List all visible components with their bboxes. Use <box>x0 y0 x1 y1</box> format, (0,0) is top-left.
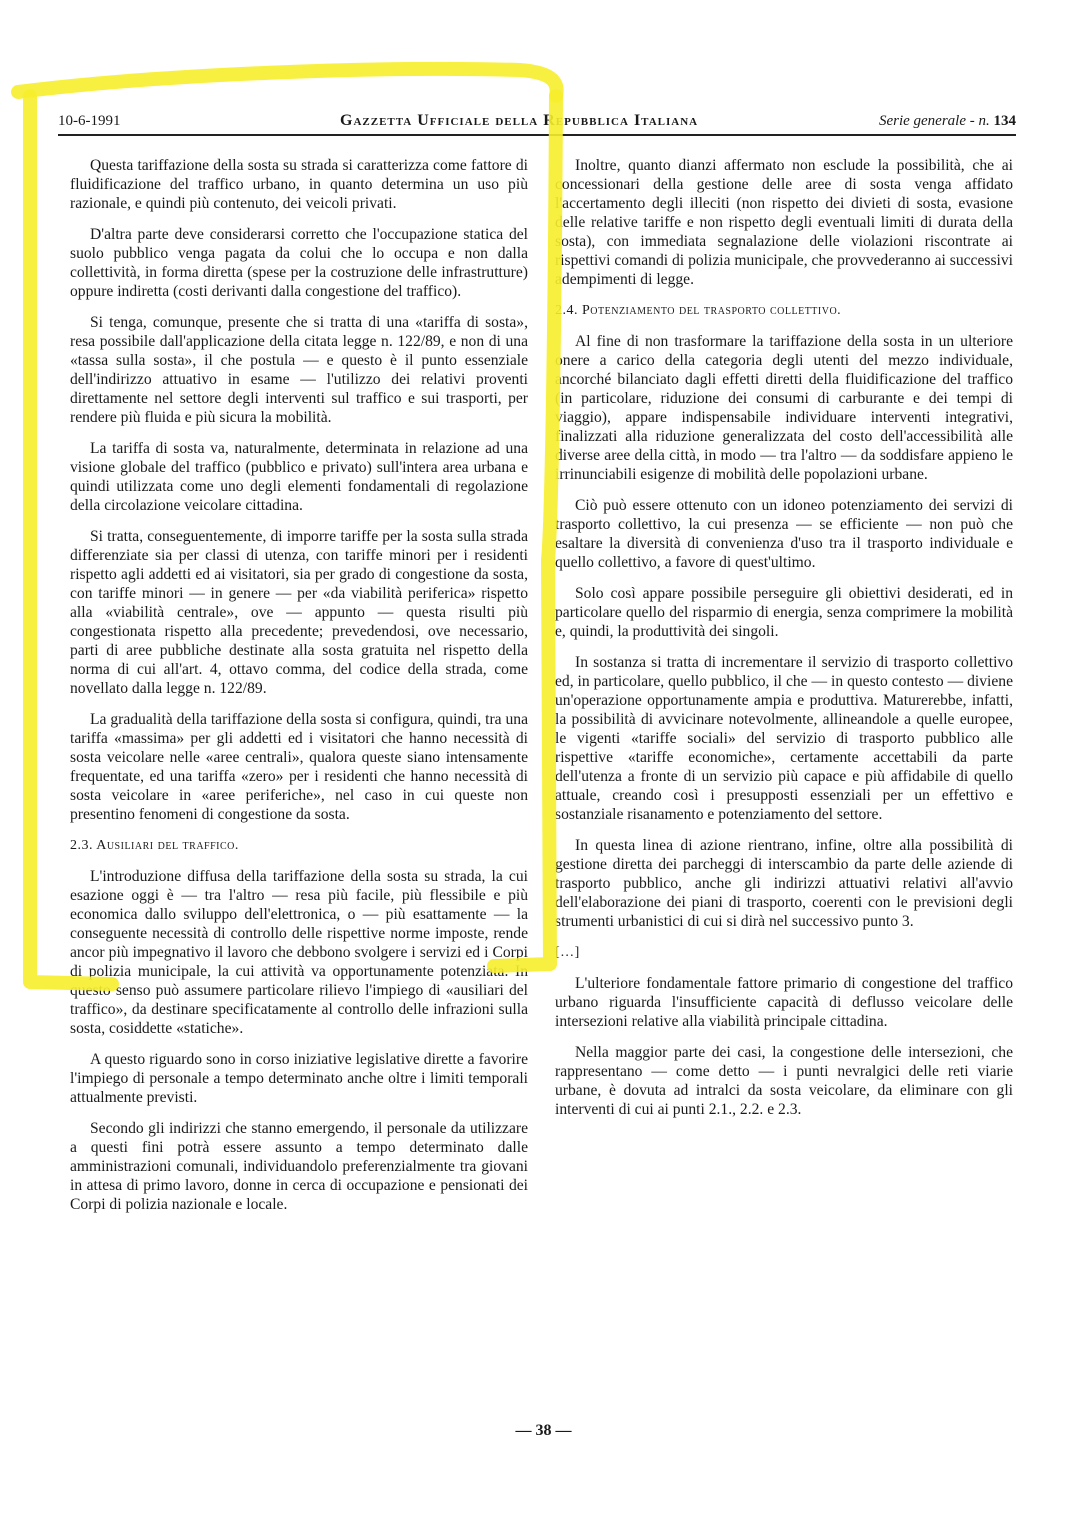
paragraph: Secondo gli indirizzi che stanno emergendo, il personale da utilizzare a questi fini potrà essere assunto a tempo determinato dalle amministrazioni comunali, individuandolo preferenzialmente tra giovani in attesa di primo lavoro, donne in cerca di occupazione e pensionati dei Corpi di polizia nazionale e locale. <box>70 1120 528 1213</box>
paragraph: Questa tariffazione della sosta su strada si caratterizza come fattore di fluidificazione del traffico urbano, in quanto determina un uso più razionale, e quindi più contenuto, dei veicoli privati. <box>70 157 528 212</box>
paragraph: D'altra parte deve considerarsi corretto che l'occupazione statica del suolo pubblico venga pagata da colui che lo occupa e non dalla collettività, in forma diretta (spese per la costruzione delle infrastrutture) oppure indiretta (costi derivanti dalla congestione del traffico). <box>70 226 528 300</box>
left-column <box>70 156 528 1226</box>
paragraph: Nella maggior parte dei casi, la congestione delle intersezioni, che rappresentano — come detto — i punti nevralgici delle reti viarie urbane, è dovuta ad intralci da sosta veicolare, da eliminare con gli interventi di cui ai punti 2.1., 2.2. e 2.3. <box>555 1044 1013 1118</box>
paragraph: In questa linea di azione rientrano, infine, oltre alla possibilità di gestione diretta dei parcheggi di interscambio da parte delle aziende di trasporto pubblico, anche gli indirizzi attuativi relativi all'avvio dell'elaborazione dei piani di trasporto, coerenti con le previsioni degli strumenti urbanistici di cui si dirà nel successivo punto 3. <box>555 837 1013 930</box>
paragraph: In sostanza si tratta di incrementare il servizio di trasporto collettivo ed, in particolare, quello pubblico, il che — in questo contesto — diviene un'operazione opportunamente ampia e produttiva. Maturerebbe, infatti, la possibilità di avvicinare notevolmente, allineandole a quelle europee, le vigenti «tariffe sociali» del servizio di trasporto pubblico alle rispettive «tariffe economiche», certamente accettabili da parte dell'utenza a fronte di un servizio più capace e più affidabile di quello attuale, creando così i presupposti essenziali per un effettivo e sostanziale risanamento e potenziamento del settore. <box>555 654 1013 823</box>
paragraph: A questo riguardo sono in corso iniziative legislative dirette a favorire l'impiego di personale a tempo determinato anche oltre i limiti temporali attualmente previsti. <box>70 1051 528 1106</box>
header-date: 10-6-1991 <box>58 113 121 129</box>
page-header <box>58 108 1016 136</box>
right-column <box>555 156 1013 1131</box>
paragraph: Inoltre, quanto dianzi affermato non esclude la possibilità, che ai concessionari della gestione delle aree di sosta venga affidato l'accertamento degli illeciti (non rispetto dei divieti di sosta, evasione delle relative tariffe e non rispetto degli eventuali limiti di durata della sosta), con immediata segnalazione delle violazioni riscontrate ai rispettivi comandi di polizia municipale, che provvederanno ai successivi adempimenti di legge. <box>555 157 1013 288</box>
paragraph: La tariffa di sosta va, naturalmente, determinata in relazione ad una visione globale del traffico (pubblico e privato) sull'intera area urbana e quindi utilizzata come uno degli elementi fondamentali di regolazione della circolazione veicolare cittadina. <box>70 440 528 514</box>
paragraph: La gradualità della tariffazione della sosta si configura, quindi, tra una tariffa «massima» per gli addetti ed i visitatori che hanno necessità di sosta veicolare nelle «aree centrali», qualora queste siano intensamente frequentate, ed una tariffa «zero» per i residenti che hanno necessità di sosta veicolare in «aree periferiche», nel caso in cui queste non presentino fenomeni di congestione da sosta. <box>70 711 528 823</box>
section-heading-2-3: 2.3. Ausiliari del traffico. <box>70 838 239 853</box>
paragraph: Al fine di non trasformare la tariffazione della sosta in un ulteriore onere a carico della categoria degli utenti del mezzo individuale, ancorché bilanciato dagli effetti diretti della fluidificazione del traffico (in particolare, riduzione dei consumi di carburante e dei tempi di viaggio), appare indispensabile individuare interventi integrativi, finalizzati alla riduzione generalizzata del costo dell'accessibilità alle diverse aree della città, in modo — tra l'altro — da soddisfare appieno le irrinunciabili esigenze di mobilità delle popolazioni urbane. <box>555 333 1013 483</box>
paragraph: L'introduzione diffusa della tariffazione della sosta su strada, la cui esazione oggi è — tra l'altro — resa più facile, più flessibile e più economica dallo sviluppo dell'elettronica, o — più esattamente — la conseguente necessità di controllo delle rispettive norme imposte, rende ancor più impegnativo il lavoro che debbono svolgere i servizi ed i Corpi di polizia municipale, la cui attività va opportunamente potenziata. In questo senso può assumere particolare rilievo l'impiego di «ausiliari del traffico», da destinare specificatamente al controllo delle infrazioni sulla sosta, cosiddette «statiche». <box>70 868 528 1037</box>
paragraph: Si tratta, conseguentemente, di imporre tariffe per la sosta sulla strada differenziate sia per classi di utenza, con tariffe minori per i residenti rispetto agli addetti ed ai visitatori, sia per grado di congestione da sosta, con tariffe minori — in genere — per «da viabilità periferica» rispetto alla «viabilità centrale», ove — appunto — questa risulti più congestionata rispetto alla precedente; prevedendosi, ove necessario, parti di aree pubbliche destinate alla sosta gratuita nel rispetto della norma di cui all'art. 4, ottavo comma, del codice della strada, come novellato dalla legge n. 122/89. <box>70 528 528 697</box>
paragraph: Solo così appare possibile perseguire gli obiettivi desiderati, ed in particolare quello del risparmio di energia, senza comprimere la mobilità e, quindi, la produttività dei singoli. <box>555 585 1013 640</box>
section-heading-2-5: […] <box>555 945 580 960</box>
paragraph: Si tenga, comunque, presente che si tratta di una «tariffa di sosta», resa possibile dall'applicazione della citata legge n. 122/89, e non di una «tassa sulla sosta», il che postula — e questo è il punto essenziale dell'indirizzo attuativo in esame — l'utilizzo dei relativi proventi direttamente nel settore degli interventi sul traffico e sui trasporti, per rendere più fluida e più sicura la mobilità. <box>70 314 528 426</box>
section-heading-2-4: 2.4. Potenziamento del trasporto collettivo. <box>555 303 842 318</box>
header-issue-number: 134 <box>993 113 1016 129</box>
highlight-stroke-top <box>18 69 557 96</box>
paragraph: L'ulteriore fondamentale fattore primario di congestione del traffico urbano riguarda l'insufficiente capacità di deflusso veicolare delle intersezioni relative alla viabilità principale cittadina. <box>555 975 1013 1030</box>
header-series <box>879 113 1016 130</box>
header-series-label: Serie generale - n. <box>878 113 990 129</box>
header-title: Gazzetta Ufficiale della Repubblica Italiana <box>340 112 699 129</box>
page-number: — 38 — <box>515 1422 572 1439</box>
paragraph: Ciò può essere ottenuto con un idoneo potenziamento dei servizi di trasporto collettivo, la cui presenza — se efficiente — non può che esaltare la diversità di convenienza d'uso tra il trasporto individuale e quello collettivo, a favore di quest'ultimo. <box>555 497 1013 571</box>
